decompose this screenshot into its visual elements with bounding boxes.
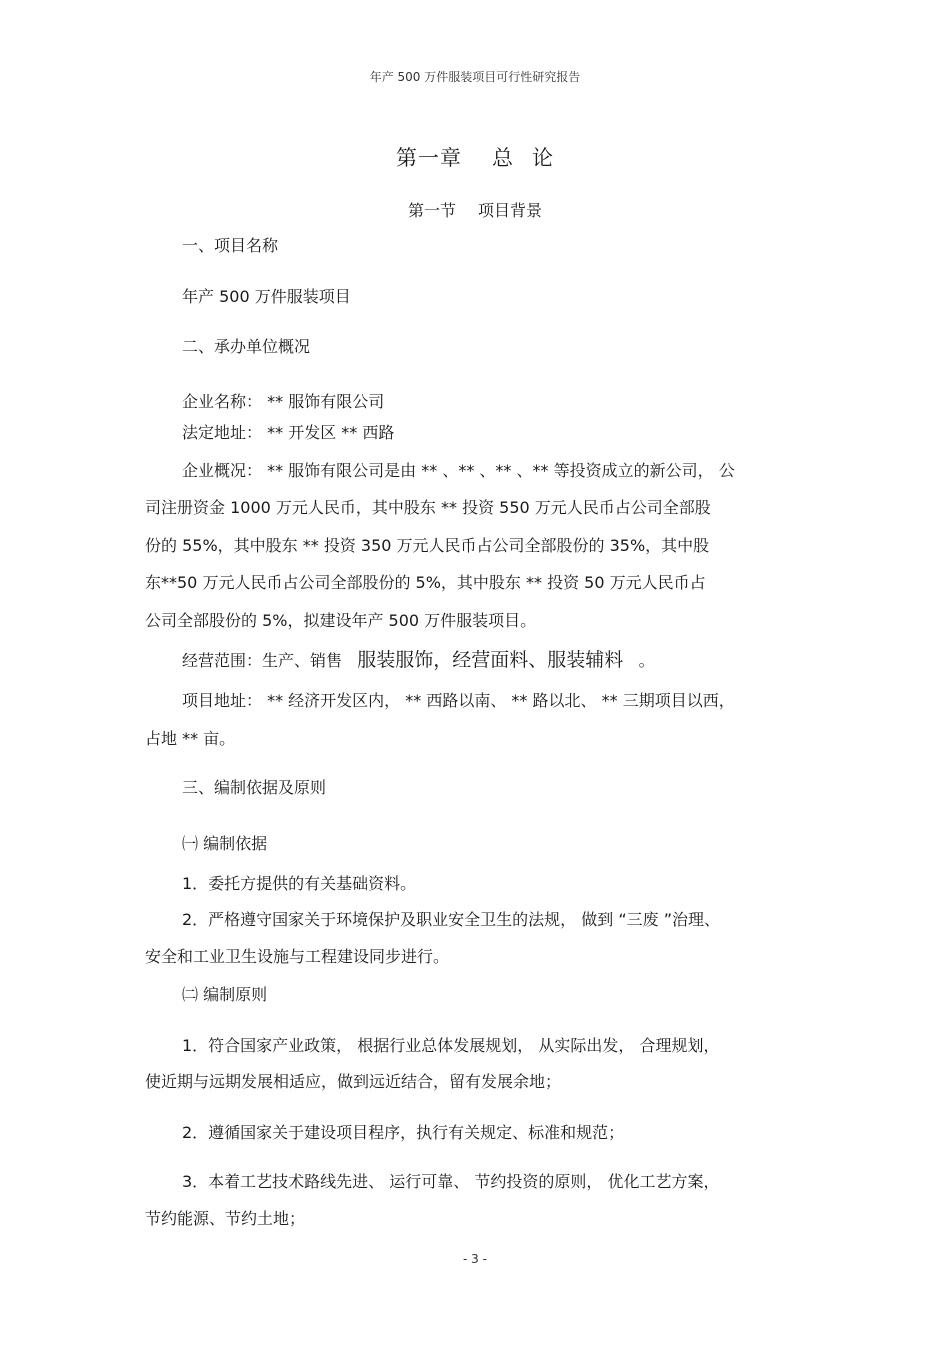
overview-line: 东**50 万元人民币占公司全部股份的 5%，其中股东 ** 投资 50 万元人民币占 bbox=[145, 573, 706, 592]
company-address-line bbox=[182, 423, 805, 443]
principle-item-1: 1．符合国家产业政策， 根据行业总体发展规划， 从实际出发， 合理规划， bbox=[182, 1036, 720, 1055]
business-scope-end: 。 bbox=[638, 651, 655, 670]
chapter-name-first: 总 bbox=[492, 146, 514, 170]
company-name-label: 企业名称： bbox=[182, 392, 263, 411]
business-scope-label: 经营范围：生产、销售 bbox=[182, 651, 343, 670]
project-name-text: 年产 500 万件服装项目 bbox=[182, 287, 351, 306]
project-address-line: 项目地址： ** 经济开发区内， ** 西路以南、 ** 路以北、 ** 三期项目以西， bbox=[182, 691, 735, 710]
chapter-title bbox=[0, 142, 950, 172]
business-scope-line bbox=[182, 650, 805, 671]
section-name: 项目背景 bbox=[478, 201, 543, 220]
company-name-line bbox=[182, 392, 805, 412]
chapter-name-second: 论 bbox=[532, 146, 554, 170]
basis-item-2-cont: 安全和工业卫生设施与工程建设同步进行。 bbox=[145, 947, 450, 966]
heading-company-overview: 二、承办单位概况 bbox=[182, 337, 311, 356]
chapter-number: 第一章 bbox=[396, 146, 462, 170]
principle-item-3-cont: 节约能源、节约土地； bbox=[145, 1209, 306, 1228]
principle-item-2: 2．遵循国家关于建设项目程序，执行有关规定、标准和规范； bbox=[182, 1123, 625, 1142]
overview-line: 份的 55%，其中股东 ** 投资 350 万元人民币占公司全部股份的 35%，其中股 bbox=[145, 536, 710, 555]
overview-line: 企业概况： ** 服饰有限公司是由 ** 、** 、** 、** 等投资成立的新公司， 公 bbox=[182, 461, 735, 480]
overview-line: 司注册资金 1000 万元人民币，其中股东 ** 投资 550 万元人民币占公司全部股 bbox=[145, 498, 711, 517]
section-number: 第一节 bbox=[407, 201, 456, 220]
heading-basis-principles: 三、编制依据及原则 bbox=[182, 778, 327, 797]
company-address-value: ** 开发区 ** 西路 bbox=[267, 423, 395, 442]
subheading-principles: ㈡ 编制原则 bbox=[182, 985, 268, 1004]
page-header: 年产 500 万件服装项目可行性研究报告 bbox=[369, 70, 581, 84]
principle-item-3: 3．本着工艺技术路线先进、 运行可靠、 节约投资的原则， 优化工艺方案， bbox=[182, 1172, 720, 1191]
basis-item-1: 1．委托方提供的有关基础资料。 bbox=[182, 874, 417, 893]
business-scope-value: 服装服饰，经营面料、服装辅料 bbox=[357, 649, 624, 671]
basis-item-2: 2．严格遵守国家关于环境保护及职业安全卫生的法规， 做到 “三废 ”治理、 bbox=[182, 910, 721, 929]
project-address-line: 占地 ** 亩。 bbox=[145, 729, 236, 748]
overview-line: 公司全部股份的 5%，拟建设年产 500 万件服装项目。 bbox=[145, 611, 537, 630]
page-number: - 3 - bbox=[463, 1252, 487, 1266]
subheading-basis: ㈠ 编制依据 bbox=[182, 834, 268, 853]
principle-item-1-cont: 使近期与远期发展相适应，做到远近结合，留有发展余地； bbox=[145, 1072, 562, 1091]
section-title bbox=[0, 198, 950, 221]
heading-project-name: 一、项目名称 bbox=[182, 236, 279, 255]
company-name-value: ** 服饰有限公司 bbox=[267, 392, 385, 411]
company-address-label: 法定地址： bbox=[182, 423, 263, 442]
